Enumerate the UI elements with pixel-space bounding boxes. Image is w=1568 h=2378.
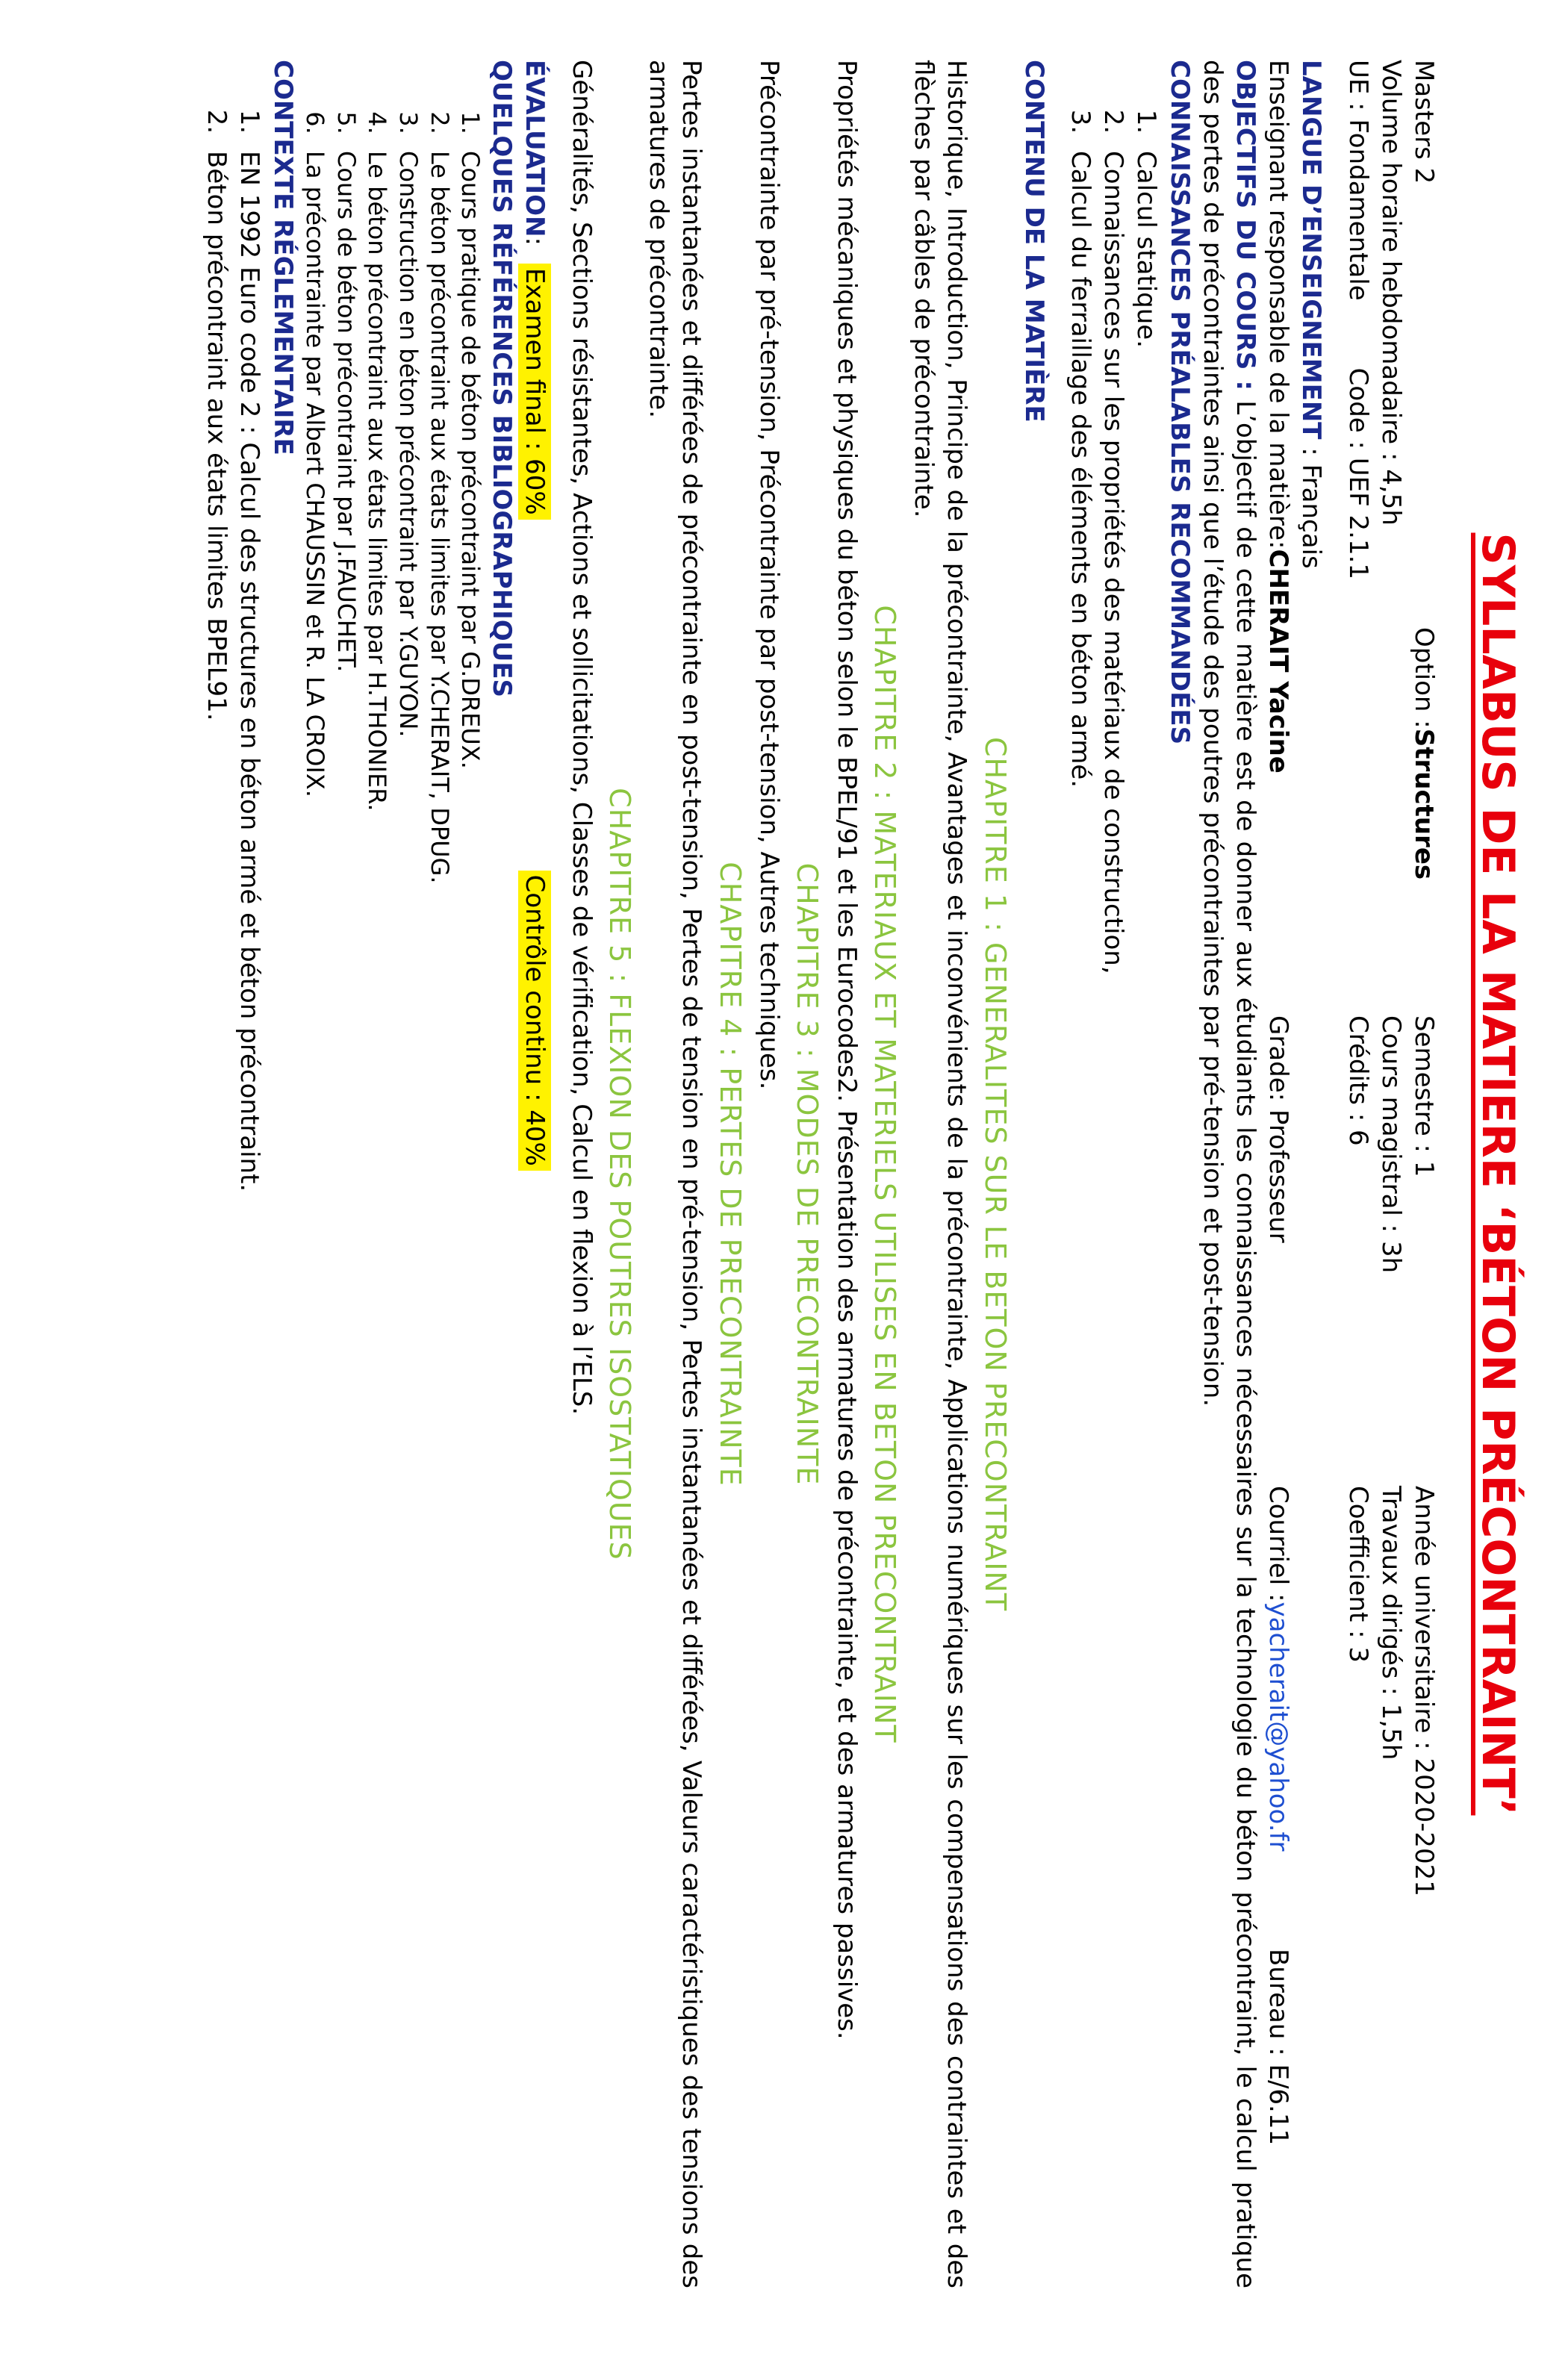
- list-item: 2. Le béton précontraint aux états limites par Y.CHERAIT, DPUG.: [423, 142, 455, 2288]
- list-item: 1. Cours pratique de béton précontraint par G.DREUX.: [455, 142, 486, 2288]
- list-item: 6. La précontrainte par Albert CHAUSSIN et R. LA CROIX.: [299, 142, 331, 2288]
- list-item: 2. Connaissances sur les propriétés des matériaux de construction,: [1097, 142, 1130, 2288]
- regulations-list: [200, 60, 266, 2288]
- academic-year: Année universitaire : 2020-2021: [1409, 1486, 1439, 1896]
- chapter-1-title: CHAPITRE 1 : GENERALITES SUR LE BETON PRECONTRAINT: [978, 736, 1012, 1612]
- chapter-3-text: Précontrainte par pré-tension, Précontrainte par post-tension, Autres techniques.: [754, 60, 785, 1090]
- chapter-2-text: Propriétés mécaniques et physiques du béton selon le BPEL/91 et les Eurocodes2. Présentation des armatures de précontrainte, et des armatures passives.: [831, 60, 862, 2040]
- evaluation-row: ÉVALUATION : Examen final : 60% Contrôle continu : 40%: [518, 60, 551, 2288]
- teacher-row: [1262, 60, 1295, 2288]
- list-item: 1. EN 1992 Euro code 2 : Calcul des structures en béton armé et béton précontraint.: [233, 142, 266, 2288]
- list-item: 4. Le béton précontraint aux états limites par H.THONIER.: [361, 142, 393, 2288]
- objectives-heading: OBJECTIFS DU COURS :: [1231, 60, 1261, 391]
- teacher: Enseignant responsable de la matière:CHERAIT Yacine: [1263, 60, 1294, 774]
- prerequisites-list: [1064, 60, 1163, 2288]
- final-exam-weight: Examen final : 60%: [518, 264, 551, 520]
- teacher-grade: Grade: Professeur: [1263, 1015, 1294, 1243]
- list-item: 2. Béton précontraint aux états limites BPEL91.: [200, 142, 233, 2288]
- continuous-assessment-weight: Contrôle continu : 40%: [518, 871, 551, 1171]
- option: Option :Structures: [1409, 627, 1439, 880]
- teacher-email: Courriel :yacherait@yahoo.fr: [1262, 1486, 1295, 1949]
- semester: Semestre : 1: [1409, 1015, 1439, 1177]
- level: Masters 2: [1409, 60, 1439, 184]
- prerequisites-heading: CONNAISSANCES PRÉALABLES RECOMMANDÉES: [1164, 60, 1195, 745]
- chapter-5-text: Généralités, Sections résistantes, Actions et sollicitations, Classes de vérification, Calcul en flexion à l’ELS.: [566, 60, 597, 1416]
- regulations-heading: CONTEXTE RÉGLEMENTAIRE: [267, 60, 298, 455]
- chapter-2-title: CHAPITRE 2 : MATERIAUX ET MATERIELS UTILISES EN BETON PRECONTRAINT: [868, 605, 901, 1743]
- references-list: [299, 60, 486, 2288]
- spacer: [1341, 627, 1374, 1015]
- document-title: SYLLABUS DE LA MATIERE ‘BÉTON PRÉCONTRAINT’: [1472, 532, 1524, 1816]
- coefficient: Coefficient : 3: [1343, 1486, 1373, 1663]
- list-item: 1. Calcul statique.: [1130, 142, 1163, 2288]
- credits: Crédits : 6: [1343, 1015, 1373, 1146]
- info-row-1: [1407, 60, 1440, 2288]
- lecture-hours: Cours magistral : 3h: [1375, 1015, 1406, 1274]
- chapter-1-text: Historique, Introduction, Principe de la précontrainte, Avantages et inconvénients de la précontrainte, Applications numériques sur les compensations des contraintes et des flèches par câbles de précontrainte.: [909, 60, 972, 2288]
- objectives: OBJECTIFS DU COURS : L’objectif de cette matière est de donner aux étudiants les connaissances nécessaires sur la technologie du béton précontraint, le calcul pratique des pertes de précontraintes ainsi que l’étude des poutres précontraintes par pré-tension et post-tension.: [1197, 60, 1261, 2288]
- list-item: 5. Cours de béton précontraint par J.FAUCHET.: [330, 142, 361, 2288]
- chapter-5-title: CHAPITRE 5 : FLEXION DES POUTRES ISOSTATIQUES: [603, 788, 637, 1560]
- teaching-language: LANGUE D’ENSEIGNEMENT : Français: [1296, 60, 1327, 569]
- teaching-language-heading: LANGUE D’ENSEIGNEMENT: [1296, 60, 1327, 440]
- info-row-2: [1375, 60, 1407, 2288]
- evaluation-heading: ÉVALUATION: [520, 60, 550, 237]
- list-item: 3. Calcul du ferraillage des éléments en béton armé.: [1064, 142, 1097, 2288]
- ue-type: UE : FondamentaleCode : UEF 2.1.1: [1343, 60, 1373, 580]
- spacer: [1375, 627, 1407, 1015]
- content-heading: CONTENU DE LA MATIÈRE: [1018, 60, 1049, 423]
- list-item: 3. Construction en béton précontraint par Y.GUYON.: [392, 142, 423, 2288]
- references-heading: QUELQUES RÉFÉRENCES BIBLIOGRAPHIQUES: [487, 60, 517, 698]
- chapter-4-title: CHAPITRE 4 : PERTES DE PRECONTRAINTE: [713, 862, 747, 1487]
- weekly-hours: Volume horaire hebdomadaire : 4,5h: [1375, 60, 1406, 526]
- info-row-3: [1341, 60, 1374, 2288]
- email-link[interactable]: yacherait@yahoo.fr: [1263, 1602, 1294, 1852]
- teacher-office: Bureau : E/6.11: [1263, 1949, 1294, 2146]
- chapter-4-text: Pertes instantanées et différées de précontrainte en post-tension, Pertes de tension en pré-tension, Pertes instantanées et différées, Valeurs caractéristiques des tensions des armatures de précontrainte.: [644, 60, 707, 2288]
- tutorial-hours: Travaux dirigés : 1,5h: [1375, 1486, 1406, 1761]
- chapter-3-title: CHAPITRE 3 : MODES DE PRECONTRAINTE: [791, 862, 824, 1486]
